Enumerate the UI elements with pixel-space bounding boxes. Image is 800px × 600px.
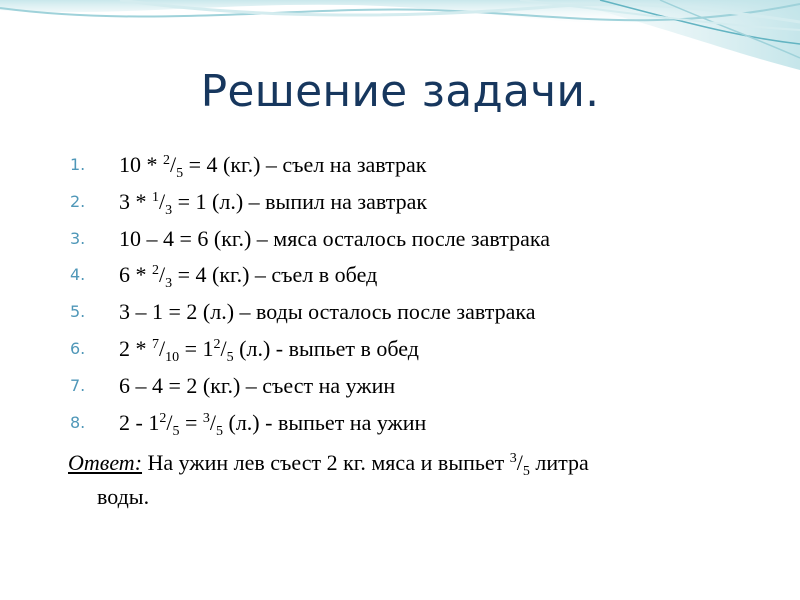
fraction-denominator: 5 [216,423,223,439]
answer-text-after: литра [529,450,589,475]
list-item-number: 6. [70,338,86,358]
text-segment: / [170,152,177,177]
list-item-number: 7. [70,375,86,395]
text-segment: = 4 (кг.) – съел в обед [172,262,378,288]
text-segment: = [179,409,203,435]
text-segment: / [209,409,216,435]
fraction-denominator: 3 [165,202,173,218]
solution-steps-list [0,147,800,441]
list-item-text [119,294,536,330]
text-segment: / [159,335,166,361]
list-item-number: 2. [70,191,86,211]
list-item [0,405,800,442]
list-item-text [119,368,395,404]
list-item [0,368,800,405]
text-segment: = 4 (кг.) – съел на завтрак [183,152,427,177]
list-item [0,257,800,294]
list-item-text [119,257,377,297]
fraction-denominator: 5 [226,349,234,365]
fraction-numerator: 1 [152,189,159,205]
list-item-text [119,221,550,257]
answer-fraction-denominator: 5 [522,464,530,479]
fraction-numerator: 2 [159,410,167,426]
fraction-numerator: 2 [213,336,221,352]
list-item-text [119,184,427,224]
answer-block [68,448,748,512]
fraction-denominator: 10 [165,349,180,365]
list-item-text [119,405,426,445]
list-item-number: 4. [70,265,86,285]
text-segment: 2 * [119,335,152,361]
list-item-number: 5. [70,302,86,322]
answer-fraction-numerator: 3 [509,451,517,466]
text-segment: 10 – 4 = 6 (кг.) – мяса осталось после завтрака [119,225,550,251]
list-item-number: 1. [70,155,86,174]
slide-title: Решение задачи. [200,66,600,117]
list-item [0,294,800,331]
list-item [0,184,800,221]
fraction-numerator: 2 [163,153,170,168]
fraction-denominator: 3 [165,276,173,292]
text-segment: = 1 (л.) – выпил на завтрак [172,188,428,214]
answer-line-1 [68,448,748,482]
text-segment: 2 - 1 [119,409,160,435]
text-segment: (л.) - выпьет на ужин [223,409,427,435]
text-segment: / [166,409,173,435]
text-segment: 6 – 4 = 2 (кг.) – съест на ужин [119,372,396,398]
list-item-text [119,147,426,187]
text-segment: 6 * [119,262,152,288]
text-segment: = 1 [179,335,214,361]
text-segment: 3 * [119,188,152,214]
list-item [0,331,800,368]
answer-label: Ответ: [68,450,143,475]
list-item-number: 3. [70,228,86,248]
text-segment: / [159,188,166,214]
fraction-numerator: 7 [152,336,159,352]
text-segment: 10 * [119,152,163,177]
text-segment: / [159,262,166,288]
list-item-number: 8. [70,412,86,432]
text-segment: 3 – 1 = 2 (л.) – воды осталось после завтрака [119,299,536,325]
fraction-numerator: 3 [202,410,210,426]
answer-text-before: На ужин лев съест 2 кг. мяса и выпьет [142,450,510,475]
answer-fraction-slash: / [516,450,523,475]
fraction-numerator: 2 [152,263,159,279]
text-segment: / [220,335,227,361]
answer-line-2: воды. [97,484,150,509]
list-item [0,147,800,184]
list-item-text [119,331,419,371]
list-item [0,221,800,258]
fraction-denominator: 5 [176,166,184,181]
text-segment: (л.) - выпьет в обед [233,335,419,361]
fraction-denominator: 5 [172,423,180,439]
